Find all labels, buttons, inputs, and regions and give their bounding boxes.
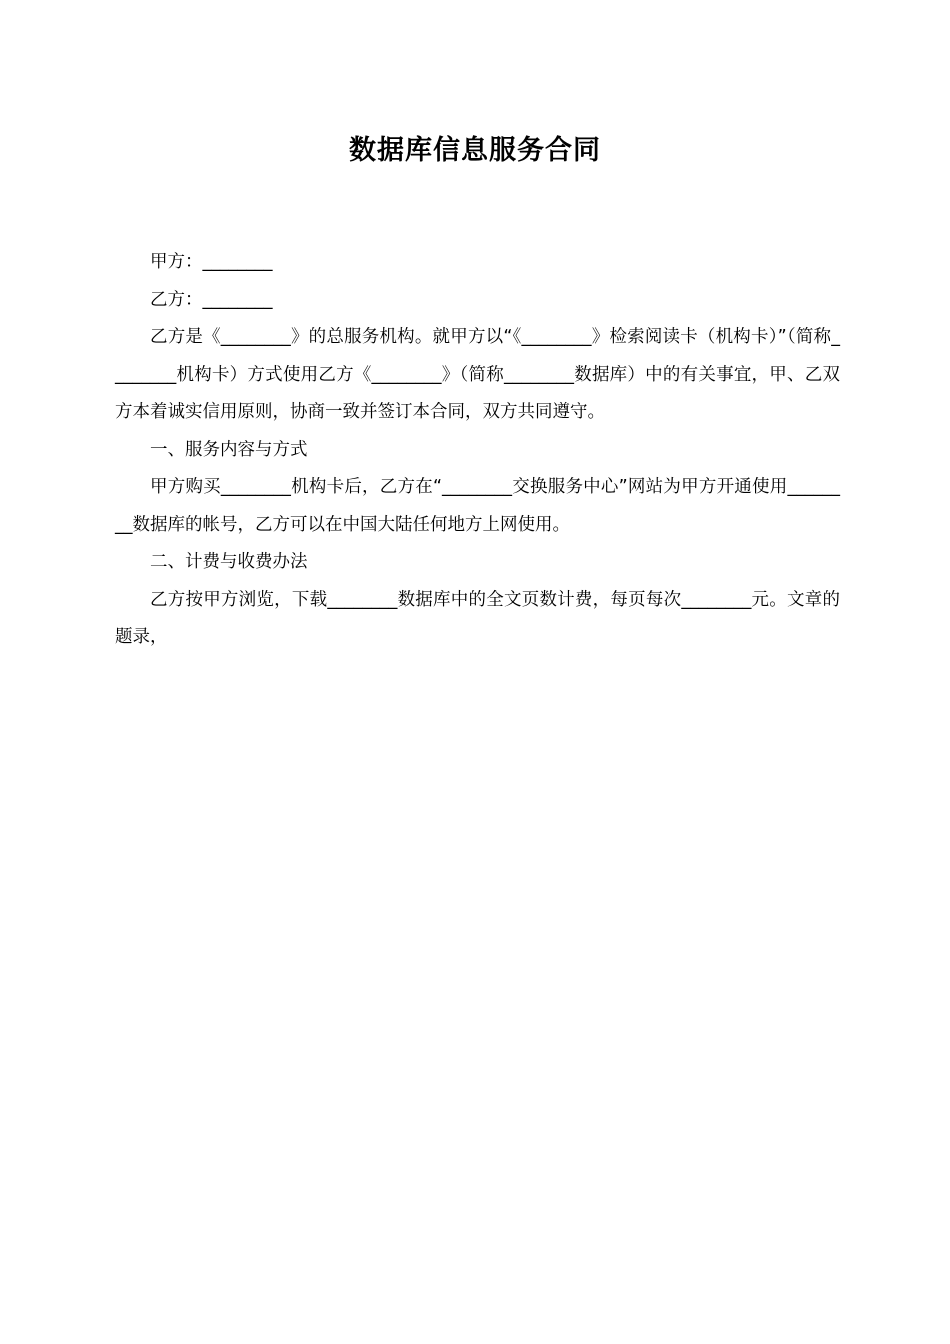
section-heading-fees: 二、计费与收费办法 [150, 552, 308, 572]
preamble-paragraph: 乙方是《________》的总服务机构。就甲方以“《________》检索阅读卡（机构卡）”（简称________机构卡）方式使用乙方《________》（简称________数据库）中的有关事宜，甲、乙双方本着诚实信用原则，协商一致并签订本合同，双方共同遵守。 [115, 327, 840, 422]
document-title: 数据库信息服务合同 [349, 135, 601, 166]
party-b-line: 乙方：________ [150, 289, 273, 310]
fees-paragraph: 乙方按甲方浏览，下载________数据库中的全文页数计费，每页每次________元。文章的题录， [115, 589, 840, 647]
section-heading-service: 一、服务内容与方式 [150, 439, 308, 460]
service-paragraph: 甲方购买________机构卡后，乙方在“________交换服务中心”网站为甲方开通使用________数据库的帐号，乙方可以在中国大陆任何地方上网使用。 [115, 477, 840, 535]
document-body [115, 244, 840, 657]
party-a-line: 甲方：________ [150, 252, 273, 272]
